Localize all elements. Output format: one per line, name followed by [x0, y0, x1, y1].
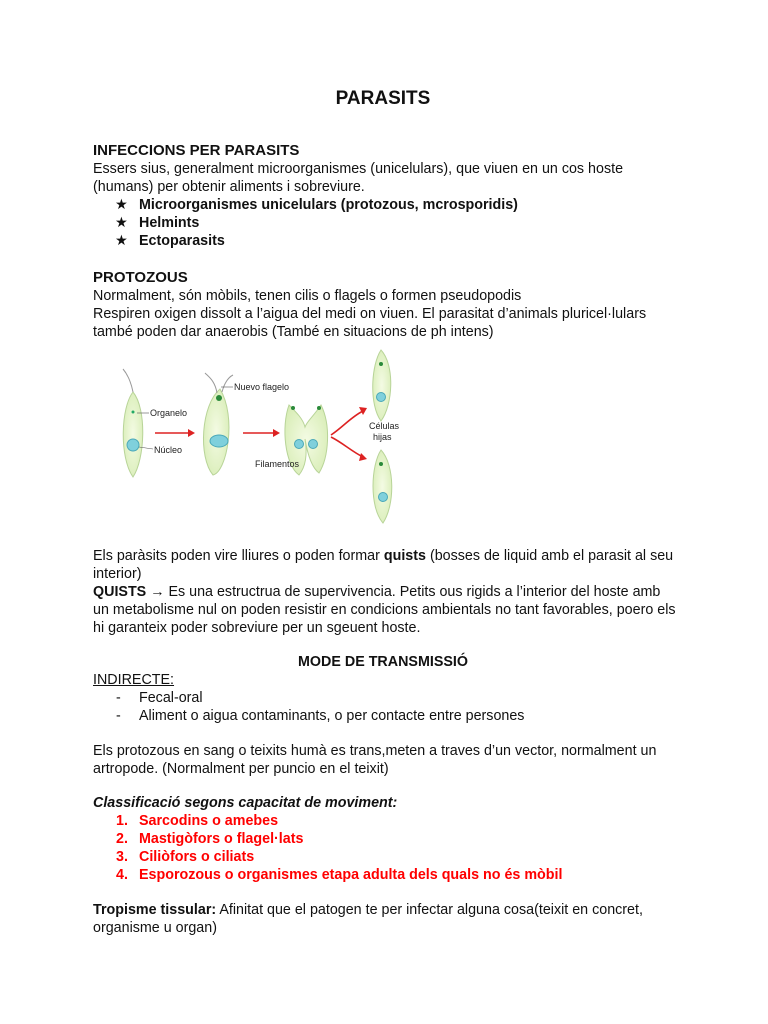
section-quists	[93, 547, 683, 637]
list-item: - Fecal-oral	[116, 690, 203, 706]
quists-definition: QUISTS → Es una estructrua de supervivencia. Petits ous rigids a l’interior del hoste amb	[93, 584, 661, 600]
list-item: - Aliment o aigua contaminants, o per contacte entre persones	[116, 708, 525, 724]
section-infeccions	[93, 141, 683, 250]
protozous-line-1: Normalment, són mòbils, tenen cilis o flagels o formen pseudopodis	[93, 288, 522, 304]
star-icon: ★	[115, 197, 128, 213]
intro-line-2: (humans) per obtenir aliments i sobreviure.	[93, 179, 365, 195]
section-heading-protozous: PROTOZOUS	[93, 269, 188, 286]
label-organelo: Organelo	[150, 408, 188, 418]
star-icon: ★	[115, 215, 128, 231]
list-item: ★ Ectoparasits	[115, 233, 225, 249]
protozous-line-2: Respiren oxigen dissolt a l’aigua del medi on viuen. El parasitat d’animals pluricel·lulars	[93, 306, 647, 322]
tropisme-line-2: organisme u organ)	[93, 920, 217, 936]
intro-line-1: Essers sius, generalment microorganismes (unicelulars), que viuen en un cos hoste	[93, 161, 624, 177]
dividing-cell	[203, 373, 233, 475]
quists-definition-3: hi garanteix poder sobreviure per un sgeuent hoste.	[93, 620, 421, 636]
parent-cell	[123, 369, 143, 477]
daughter-cell-top	[373, 350, 391, 421]
list-item: 1. Sarcodins o amebes	[116, 813, 279, 829]
list-item: 4. Esporozous o organismes etapa adulta dels quals no és mòbil	[116, 867, 563, 883]
transmission-list	[93, 689, 683, 725]
label-filamentos: Filamentos	[255, 459, 300, 469]
indirecte-label: INDIRECTE:	[93, 672, 175, 688]
arrow-icon	[359, 453, 367, 461]
section-classificacio	[93, 794, 683, 884]
label-nucleo: Núcleo	[154, 445, 183, 455]
label-hijas: hijas	[373, 432, 392, 442]
protozous-line-3: també poden dar anaerobis (També en situacions de ph intens)	[93, 324, 494, 340]
classificacio-list	[93, 812, 683, 884]
list-item: 2. Mastigòfors o flagel·lats	[116, 831, 304, 847]
section-protozous	[93, 268, 683, 341]
section-heading-infeccions: INFECCIONS PER PARASITS	[93, 142, 300, 159]
label-celulas: Células	[369, 421, 400, 431]
vector-paragraph: Els protozous en sang o teixits humà es trans,meten a traves d’un vector, normalment un artropode. (Normalment per puncio en el teixit)	[93, 743, 657, 777]
section-tropisme	[93, 901, 683, 937]
label-nuevo-flagelo: Nuevo flagelo	[234, 382, 290, 392]
daughter-cell-bottom	[373, 450, 392, 523]
section-heading-transmissio: MODE DE TRANSMISSIÓ	[298, 654, 468, 670]
quists-intro-cont: interior)	[93, 566, 142, 582]
list-item: ★ Helmints	[115, 215, 200, 231]
quists-definition-2: un metabolisme nul on poden resistir en condicions ambientals no tant favorables, poero els	[93, 602, 676, 618]
section-transmissio	[93, 653, 683, 725]
tropisme-line-1: Tropisme tissular: Afinitat que el patogen te per infectar alguna cosa(teixit en concret,	[93, 902, 643, 918]
arrow-icon	[359, 407, 367, 415]
parasite-types-list	[93, 196, 683, 250]
page-title: PARASITS	[335, 88, 431, 109]
star-icon: ★	[115, 233, 128, 249]
list-item: ★ Microorganismes unicelulars (protozous, mcrosporidis)	[115, 197, 518, 213]
arrow-icon	[188, 429, 195, 437]
list-item: 3. Ciliòfors o ciliats	[116, 849, 255, 865]
cell-division-illustration	[93, 347, 413, 527]
classificacio-heading: Classificació segons capacitat de moviment:	[93, 795, 398, 811]
cell-division-figure	[93, 347, 413, 527]
arrow-icon	[273, 429, 280, 437]
quists-intro: Els paràsits poden vire lliures o poden formar quists (bosses de liquid amb el parasit al seu	[93, 548, 674, 564]
